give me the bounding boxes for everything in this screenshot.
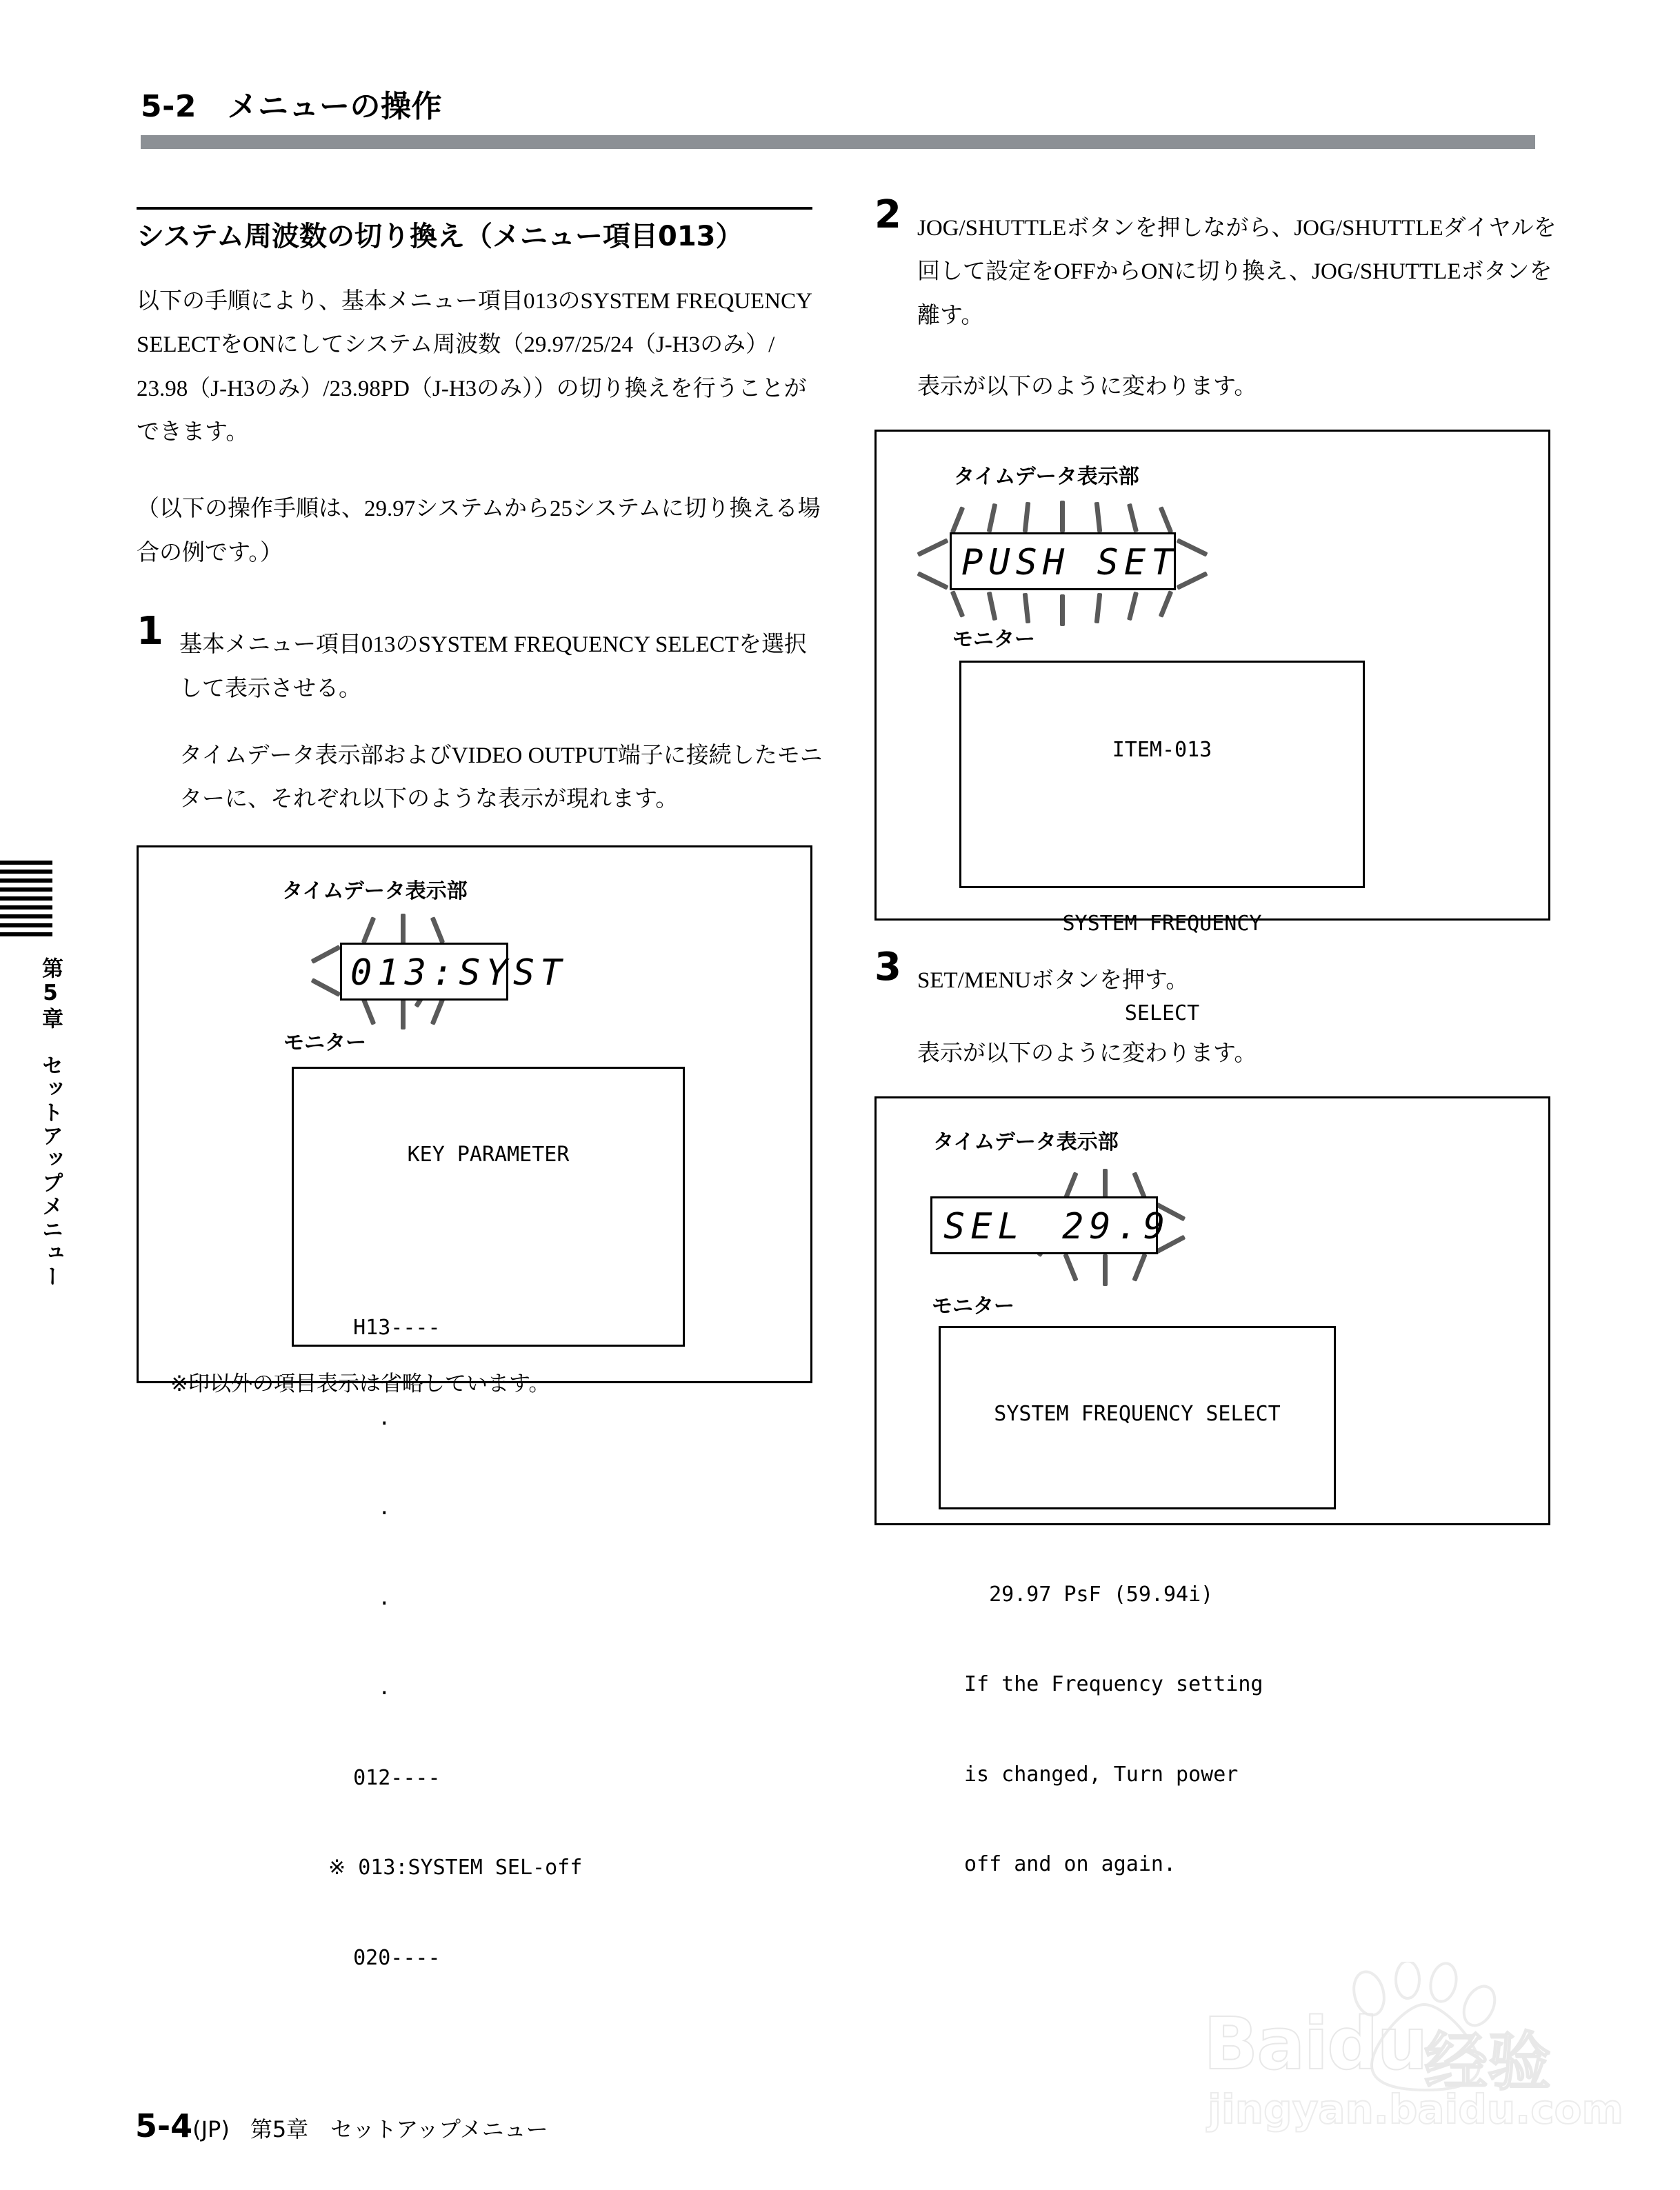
chapter-tab-label: 第5章 セットアップメニュー [38,957,63,1289]
step-2-text: JOG/SHUTTLEボタンを押しながら、JOG/SHUTTLEダイヤルを回して設定をOFFからONに切り換え、JOG/SHUTTLEボタンを離す。 [917,216,1557,328]
step-1 [137,609,826,711]
monitor-line-spacer [961,825,1363,849]
monitor-line: ※ 013:SYSTEM SEL-off [328,1856,583,1880]
monitor-line: . [328,1676,391,1700]
figure-3-monitor-title: SYSTEM FREQUENCY SELECT [994,1402,1281,1427]
step-3-subtext: 表示が以下のように変わります。 [917,1041,1257,1066]
intro-paragraph: 以下の手順により、基本メニュー項目013のSYSTEM FREQUENCY SELECTをONにしてシステム周波数（29.97/25/24（J-H3のみ）/ 23.98（J-H3のみ）/23.98PD（J-H3のみ））の切り換えを行うことができます。 [137,289,812,445]
figure-3-lcd-display [925,1159,1228,1283]
figure-1-footnote: ※印以外の項目表示は省略しています。 [170,1371,550,1396]
step-1-subtext: タイムデータ表示部およびVIDEO OUTPUT端子に接続したモニターに、それぞれ以下のような表示が現れます。 [179,743,823,812]
figure-1-lcd-text: 013:SYST [350,952,568,994]
monitor-line: H13---- [328,1316,441,1340]
figure-1-lcd-display [289,914,568,1024]
note-paragraph: （以下の操作手順は、29.97システムから25システムに切り換える場合の例です。） [137,496,821,565]
step-1-number: 1 [137,609,163,654]
monitor-line: 29.97 PsF (59.94i) [964,1582,1214,1607]
page-header-title: 5-2 メニューの操作 [141,89,442,124]
header-rule [141,135,1535,149]
figure-1-lcd-caption: タイムデータ表示部 [282,878,468,903]
figure-2-lcd-caption: タイムデータ表示部 [954,465,1139,490]
monitor-line: off and on again. [964,1852,1177,1877]
monitor-line: 012---- [328,1765,441,1790]
step-3-text: SET/MENUボタンを押す。 [917,968,1189,994]
figure-3-lcd-text-static: SEL [943,1206,1025,1248]
watermark-brand: Baidu [1203,2002,1427,2086]
monitor-line: . [328,1496,391,1520]
step-2-number: 2 [874,192,901,237]
right-column [874,192,1564,1877]
watermark-url: jingyan.baidu.com [1208,2086,1623,2133]
figure-1 [137,845,812,1970]
page-footer [135,2107,548,2144]
figure-3-monitor-caption: モニター [932,1294,1014,1319]
paw-print-icon [1341,1962,1521,2093]
monitor-line: . [328,1405,391,1430]
step-3 [874,945,1564,1003]
monitor-line: 020---- [328,1945,441,1970]
figure-3 [874,1096,1550,1877]
step-1-text: 基本メニュー項目013のSYSTEM FREQUENCY SELECTを選択して表示させる。 [179,632,807,701]
watermark-chinese: 经验 [1424,2025,1552,2099]
left-column [137,207,826,1970]
figure-1-monitor-title: KEY PARAMETER [407,1142,570,1167]
figure-1-monitor-caption: モニター [283,1030,366,1055]
chapter-tab-stripes [0,861,52,932]
monitor-line: If the Frequency setting [964,1672,1263,1697]
section-heading: システム周波数の切り換え（メニュー項目013） [137,221,743,252]
monitor-line: . [328,1585,391,1610]
step-2-subtext: 表示が以下のように変わります。 [917,374,1257,400]
figure-3-monitor [939,1326,1336,1877]
monitor-line: SELECT [1124,1001,1200,1026]
figure-2-monitor-caption: モニター [952,627,1035,652]
footer-page-number: 5-4 [135,2107,193,2144]
step-2 [874,192,1564,338]
figure-3-lcd-text-blink: 29.9 [1062,1206,1171,1248]
monitor-line: is changed, Turn power [964,1762,1239,1787]
step-3-number: 3 [874,945,901,990]
figure-2-lcd-text: PUSH SET [961,542,1179,584]
monitor-line: ITEM-013 [1112,738,1212,763]
footer-locale: (JP) [192,2116,230,2142]
figure-3-lcd-caption: タイムデータ表示部 [933,1130,1119,1155]
footer-chapter: 第5章 セットアップメニュー [250,2116,548,2142]
figure-2-lcd-display [926,498,1243,615]
section-rule [137,207,812,210]
monitor-line: SYSTEM FREQUENCY [1062,911,1262,936]
